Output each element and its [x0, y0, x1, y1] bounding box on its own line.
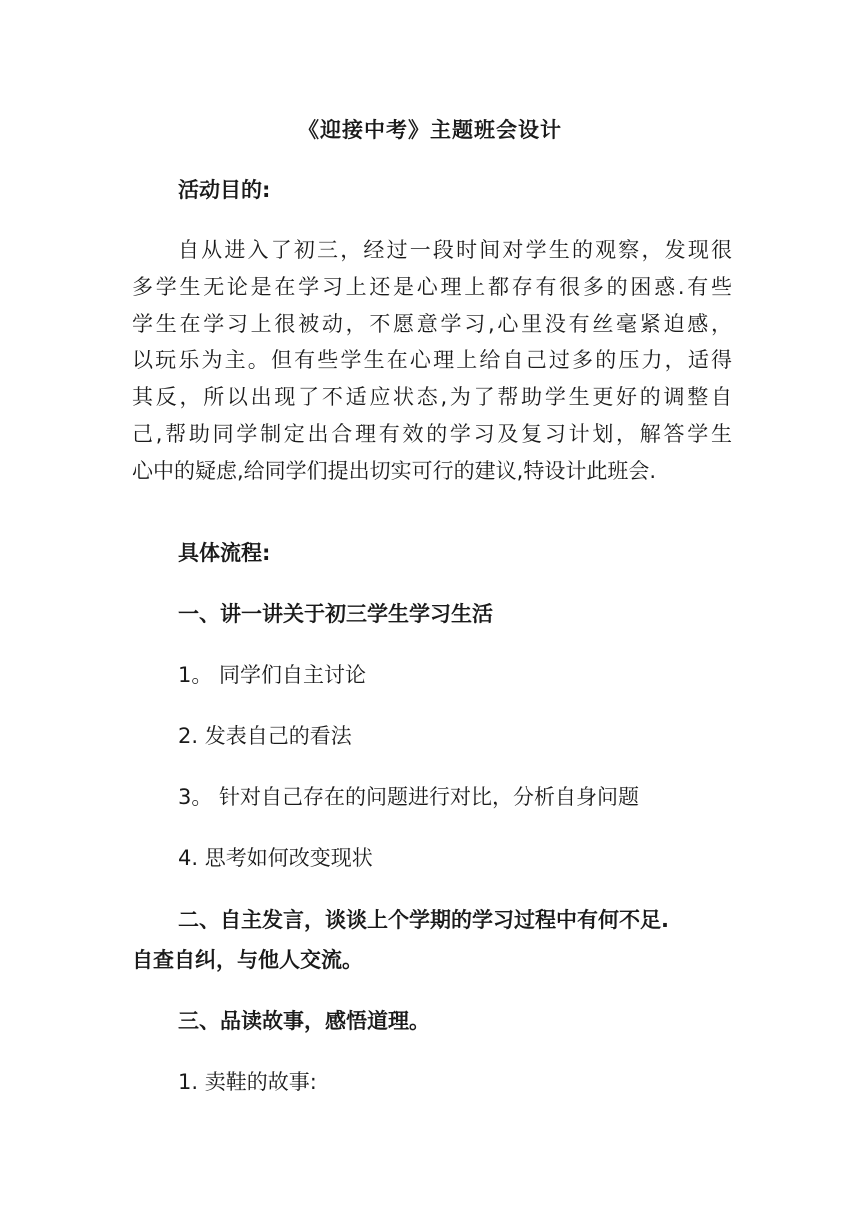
purpose-line: 其反，所以出现了不适应状态,为了帮助学生更好的调整自	[132, 385, 732, 410]
section2-line: 二、自主发言，谈谈上个学期的学习过程中有何不足.	[178, 908, 669, 932]
process-heading: 具体流程:	[178, 541, 271, 565]
purpose-line: 心中的疑虑,给同学们提出切实可行的建议,特设计此班会.	[132, 458, 657, 483]
document-title: 《迎接中考》主题班会设计	[298, 118, 562, 142]
purpose-line: 多学生无论是在学习上还是心理上都存有很多的困惑.有些	[132, 274, 732, 299]
section1-item: 2. 发表自己的看法	[178, 724, 352, 748]
purpose-line: 学生在学习上很被动，不愿意学习,心里没有丝毫紧迫感，	[132, 311, 732, 336]
section2-line: 自查自纠，与他人交流。	[132, 948, 363, 972]
purpose-heading: 活动目的:	[178, 178, 271, 202]
purpose-line: 自从进入了初三，经过一段时间对学生的观察，发现很	[178, 238, 732, 262]
section1-item: 1。 同学们自主讨论	[178, 663, 367, 687]
section1-item: 4. 思考如何改变现状	[178, 846, 373, 870]
purpose-line: 以玩乐为主。但有些学生在心理上给自己过多的压力，适得	[132, 348, 732, 373]
section1-heading: 一、讲一讲关于初三学生学习生活	[178, 602, 493, 626]
purpose-paragraph	[132, 232, 732, 490]
section3-heading: 三、品读故事，感悟道理。	[178, 1009, 430, 1033]
section3-item: 1. 卖鞋的故事:	[178, 1070, 317, 1094]
purpose-line: 己,帮助同学制定出合理有效的学习及复习计划，解答学生	[132, 421, 732, 446]
section1-item: 3。 针对自己存在的问题进行对比，分析自身问题	[178, 785, 640, 809]
